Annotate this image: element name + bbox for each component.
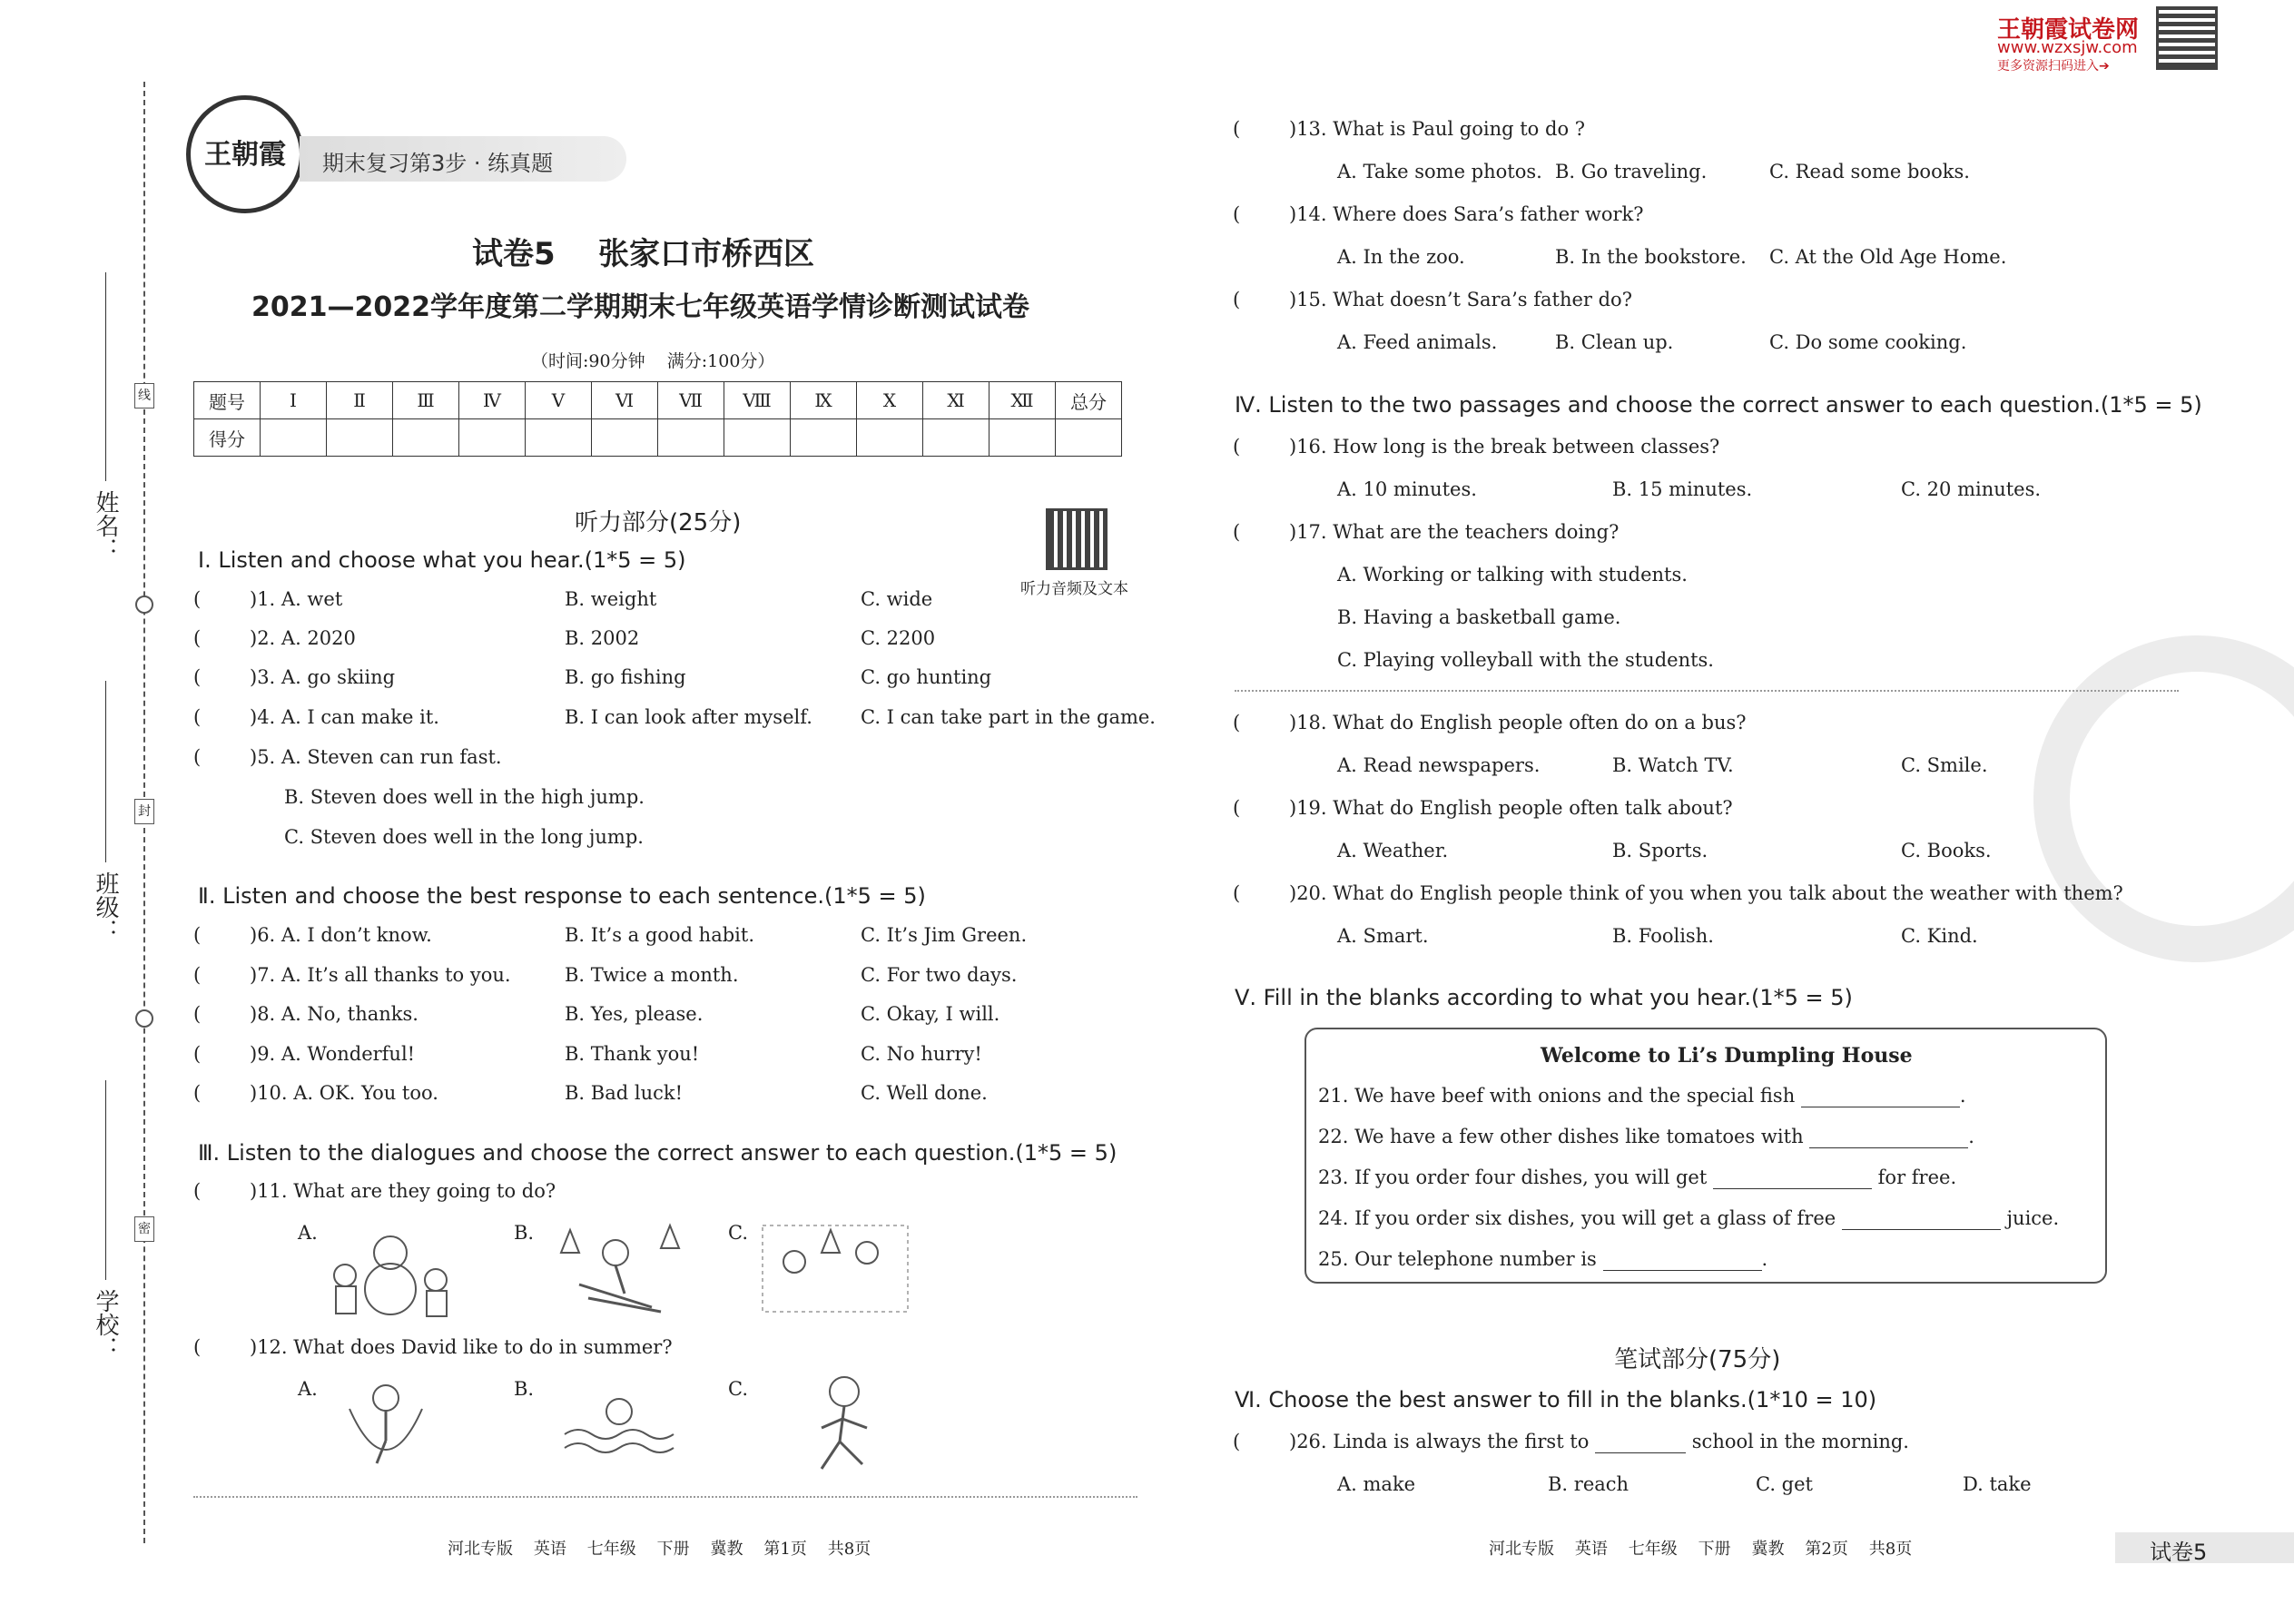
- score-input[interactable]: [791, 419, 857, 457]
- blank-21-input[interactable]: [1801, 1085, 1960, 1107]
- q15-b[interactable]: B. Clean up.: [1555, 331, 1674, 353]
- q15-c[interactable]: C. Do some cooking.: [1769, 331, 1967, 353]
- brand-tip: 更多资源扫码进入➔: [1997, 59, 2110, 74]
- score-cell: Ⅱ: [327, 382, 393, 419]
- q18-a[interactable]: A. Read newspapers.: [1337, 754, 1541, 776]
- score-table: [193, 381, 1122, 457]
- right-divider: [1235, 690, 2179, 692]
- jump-rope-picture: [336, 1373, 436, 1472]
- fill-box-title: Welcome to Li’s Dumpling House: [1541, 1044, 1913, 1068]
- blank-23: [1318, 1166, 1956, 1189]
- score-cell: Ⅷ: [724, 382, 791, 419]
- q7-a[interactable]: )7. A. It’s all thanks to you.: [250, 964, 511, 986]
- q20-c[interactable]: C. Kind.: [1901, 925, 1978, 947]
- q26-b[interactable]: B. reach: [1548, 1473, 1629, 1495]
- score-cell: Ⅵ: [592, 382, 658, 419]
- brand-qr-icon[interactable]: [2159, 9, 2215, 67]
- q12-pic-b-label[interactable]: B.: [514, 1378, 535, 1400]
- watermark-seal: [2033, 635, 2294, 962]
- q7-b[interactable]: B. Twice a month.: [565, 964, 739, 986]
- q6-c[interactable]: C. It’s Jim Green.: [861, 924, 1028, 946]
- snowball-picture: [758, 1216, 912, 1316]
- blank-25-input[interactable]: [1603, 1248, 1762, 1271]
- q13-b[interactable]: B. Go traveling.: [1555, 161, 1708, 182]
- q12-stem: )12. What does David like to do in summer?: [250, 1336, 673, 1358]
- q8-c[interactable]: C. Okay, I will.: [861, 1003, 1000, 1025]
- snowman-picture: [322, 1221, 458, 1321]
- blank-23-text: 23. If you order four dishes, you will get: [1318, 1166, 1708, 1188]
- q11-pic-a-label[interactable]: A.: [298, 1222, 318, 1244]
- q5-b[interactable]: B. Steven does well in the high jump.: [284, 786, 645, 808]
- paper-title: 试卷5 张家口市桥西区: [472, 236, 815, 272]
- section-6-title: Ⅵ. Choose the best answer to fill in the blanks.(1*10 = 10): [1235, 1387, 1877, 1412]
- score-cell: Ⅲ: [393, 382, 459, 419]
- q26-text-b: school in the morning.: [1691, 1431, 1909, 1452]
- score-input[interactable]: [592, 419, 658, 457]
- q8-a[interactable]: )8. A. No, thanks.: [250, 1003, 418, 1025]
- blank-24-input[interactable]: [1842, 1207, 2001, 1230]
- binding-mark-line: 线: [134, 383, 154, 408]
- q13-stem: )13. What is Paul going to do ?: [1289, 118, 1586, 140]
- q14-a[interactable]: A. In the zoo.: [1337, 246, 1465, 268]
- running-picture: [799, 1369, 890, 1478]
- written-title: 笔试部分(75分): [1614, 1346, 1781, 1373]
- q1-c[interactable]: C. wide: [861, 588, 933, 610]
- q3-c[interactable]: C. go hunting: [861, 666, 992, 688]
- binding-hole: [135, 1009, 153, 1028]
- section-4-title: Ⅳ. Listen to the two passages and choose the correct answer to each question.(1*5 = 5): [1235, 392, 2202, 418]
- qr-label: 听力音频及文本: [1020, 580, 1128, 598]
- score-cell: 得分: [194, 419, 261, 457]
- section-3-title: Ⅲ. Listen to the dialogues and choose the correct answer to each question.(1*5 = 5): [198, 1140, 1117, 1166]
- brand-logo: [186, 95, 304, 213]
- listening-title: 听力部分(25分): [575, 509, 742, 536]
- q20-a[interactable]: A. Smart.: [1337, 925, 1429, 947]
- score-cell: Ⅸ: [791, 382, 857, 419]
- binding-mark-secret: 密: [134, 1216, 154, 1242]
- q1-b[interactable]: B. weight: [565, 588, 657, 610]
- q6-b[interactable]: B. It’s a good habit.: [565, 924, 755, 946]
- q13-c[interactable]: C. Read some books.: [1769, 161, 1970, 182]
- q20-b[interactable]: B. Foolish.: [1612, 925, 1714, 947]
- school-blank: [105, 1080, 106, 1280]
- q4-c[interactable]: C. I can take part in the game.: [861, 706, 1156, 728]
- paper-subtitle: 2021—2022学年度第二学期期末七年级英语学情诊断测试试卷: [251, 291, 1029, 323]
- step-badge: [300, 136, 626, 182]
- q9-c[interactable]: C. No hurry!: [861, 1043, 982, 1065]
- binding-mark-seal: 封: [134, 799, 154, 824]
- q17-c[interactable]: C. Playing volleyball with the students.: [1337, 649, 1714, 671]
- score-input[interactable]: [261, 419, 327, 457]
- q14-b[interactable]: B. In the bookstore.: [1555, 246, 1747, 268]
- score-input[interactable]: [393, 419, 459, 457]
- blank-21-text: 21. We have beef with onions and the special fish: [1318, 1085, 1796, 1107]
- class-blank: [105, 681, 106, 862]
- q26-c[interactable]: C. get: [1756, 1473, 1813, 1495]
- score-cell: Ⅴ: [526, 382, 592, 419]
- q18-b[interactable]: B. Watch TV.: [1612, 754, 1734, 776]
- blank-22: 22. We have a few other dishes like tomatoes with .: [1318, 1126, 1974, 1147]
- q5-c[interactable]: C. Steven does well in the long jump.: [284, 826, 644, 848]
- blank-24: [1318, 1207, 2059, 1230]
- q12-pic-a-label[interactable]: A.: [298, 1378, 318, 1400]
- q20-stem: )20. What do English people think of you when you talk about the weather with them?: [1289, 882, 2123, 904]
- q2-b[interactable]: B. 2002: [565, 627, 640, 649]
- q26-a[interactable]: A. make: [1337, 1473, 1416, 1495]
- skiing-picture: [543, 1216, 688, 1316]
- q2-a[interactable]: )2. A. 2020: [250, 627, 356, 649]
- q13-a[interactable]: A. Take some photos.: [1337, 161, 1542, 182]
- score-input[interactable]: [923, 419, 989, 457]
- brand-name: 王朝霞试卷网: [1997, 16, 2140, 44]
- q11-pic-c-label[interactable]: C.: [728, 1222, 748, 1244]
- score-input[interactable]: [526, 419, 592, 457]
- section-2-title: Ⅱ. Listen and choose the best response to each sentence.(1*5 = 5): [198, 883, 926, 909]
- logo-text: 王朝霞: [204, 139, 286, 171]
- section-5-title: Ⅴ. Fill in the blanks according to what you hear.(1*5 = 5): [1235, 985, 1853, 1010]
- blank-25: 25. Our telephone number is .: [1318, 1248, 1768, 1270]
- q3-a[interactable]: )3. A. go skiing: [250, 666, 396, 688]
- blank-21: 21. We have beef with onions and the special fish .: [1318, 1085, 1966, 1107]
- score-cell: 总分: [1056, 382, 1122, 419]
- q26-text-a: )26. Linda is always the first to: [1289, 1431, 1590, 1452]
- score-cell: Ⅺ: [923, 382, 989, 419]
- q1-a[interactable]: )1. A. wet: [250, 588, 343, 610]
- qr-code-icon[interactable]: [1049, 511, 1105, 567]
- score-cell: Ⅰ: [261, 382, 327, 419]
- score-cell: 题号: [194, 382, 261, 419]
- q26-d[interactable]: D. take: [1963, 1473, 2032, 1495]
- q10-b[interactable]: B. Bad luck!: [565, 1082, 684, 1104]
- blank-24-suffix: juice.: [2006, 1207, 2060, 1229]
- q4-a[interactable]: )4. A. I can make it.: [250, 706, 439, 728]
- swimming-picture: [556, 1389, 683, 1462]
- score-row-values: [194, 419, 1122, 457]
- q16-b[interactable]: B. 15 minutes.: [1612, 478, 1753, 500]
- step-badge-text: 期末复习第3步 · 练真题: [322, 151, 554, 176]
- q15-stem: )15. What doesn’t Sara’s father do?: [1289, 289, 1632, 310]
- q19-c[interactable]: C. Books.: [1901, 840, 1992, 861]
- class-label: 班级：: [92, 871, 119, 942]
- blank-23-suffix: for free.: [1877, 1166, 1957, 1188]
- q17-a[interactable]: A. Working or talking with students.: [1337, 564, 1688, 586]
- blank-22-input[interactable]: [1809, 1126, 1968, 1148]
- q11-stem: )11. What are they going to do?: [250, 1180, 556, 1202]
- q16-c[interactable]: C. 20 minutes.: [1901, 478, 2042, 500]
- q17-b[interactable]: B. Having a basketball game.: [1337, 606, 1621, 628]
- q6-a[interactable]: )6. A. I don’t know.: [250, 924, 432, 946]
- footer-right: 河北专版 英语 七年级 下册 冀教 第2页 共8页: [1489, 1540, 1913, 1559]
- q17-stem: )17. What are the teachers doing?: [1289, 521, 1620, 543]
- score-input[interactable]: [857, 419, 923, 457]
- blank-22-text: 22. We have a few other dishes like tomatoes with: [1318, 1126, 1804, 1147]
- q19-b[interactable]: B. Sports.: [1612, 840, 1708, 861]
- q16-a[interactable]: A. 10 minutes.: [1337, 478, 1477, 500]
- q19-stem: )19. What do English people often talk about?: [1289, 797, 1733, 819]
- score-row-header: [194, 382, 1122, 419]
- score-cell: Ⅻ: [989, 382, 1056, 419]
- time-info: （时间:90分钟 满分:100分）: [531, 351, 775, 371]
- q2-c[interactable]: C. 2200: [861, 627, 936, 649]
- score-input[interactable]: [327, 419, 393, 457]
- name-label: 姓名：: [92, 490, 119, 561]
- section-1-title: Ⅰ. Listen and choose what you hear.(1*5 = 5): [198, 547, 686, 573]
- brand-url: www.wzxsjw.com: [1997, 38, 2138, 57]
- q10-a[interactable]: )10. A. OK. You too.: [250, 1082, 438, 1104]
- q5-a[interactable]: )5. A. Steven can run fast.: [250, 746, 502, 768]
- q4-b[interactable]: B. I can look after myself.: [565, 706, 812, 728]
- q18-c[interactable]: C. Smile.: [1901, 754, 1988, 776]
- q9-b[interactable]: B. Thank you!: [565, 1043, 700, 1065]
- q7-c[interactable]: C. For two days.: [861, 964, 1018, 986]
- q26-blank[interactable]: [1595, 1431, 1686, 1453]
- q19-a[interactable]: A. Weather.: [1337, 840, 1449, 861]
- q11-pic-b-label[interactable]: B.: [514, 1222, 535, 1244]
- footer-left: 河北专版 英语 七年级 下册 冀教 第1页 共8页: [448, 1540, 871, 1559]
- q15-a[interactable]: A. Feed animals.: [1337, 331, 1498, 353]
- score-cell: Ⅶ: [658, 382, 724, 419]
- q10-c[interactable]: C. Well done.: [861, 1082, 988, 1104]
- q14-c[interactable]: C. At the Old Age Home.: [1769, 246, 2007, 268]
- left-bottom-divider: [193, 1496, 1137, 1498]
- score-input[interactable]: [724, 419, 791, 457]
- q3-b[interactable]: B. go fishing: [565, 666, 686, 688]
- score-input[interactable]: [1056, 419, 1122, 457]
- q9-a[interactable]: )9. A. Wonderful!: [250, 1043, 416, 1065]
- footer-tag: 试卷5: [2150, 1540, 2208, 1565]
- blank-25-text: 25. Our telephone number is: [1318, 1248, 1597, 1270]
- blank-24-text: 24. If you order six dishes, you will get a glass of free: [1318, 1207, 1836, 1229]
- score-cell: Ⅳ: [459, 382, 526, 419]
- q26-stem: [1289, 1431, 1909, 1453]
- binding-hole: [135, 595, 153, 614]
- q18-stem: )18. What do English people often do on a bus?: [1289, 712, 1747, 733]
- score-input[interactable]: [989, 419, 1056, 457]
- score-cell: Ⅹ: [857, 382, 923, 419]
- q16-stem: )16. How long is the break between classes?: [1289, 436, 1720, 458]
- school-label: 学校：: [92, 1289, 119, 1360]
- q12-pic-c-label[interactable]: C.: [728, 1378, 748, 1400]
- q14-stem: )14. Where does Sara’s father work?: [1289, 203, 1644, 225]
- score-input[interactable]: [459, 419, 526, 457]
- score-input[interactable]: [658, 419, 724, 457]
- blank-23-input[interactable]: [1713, 1166, 1872, 1189]
- name-blank: [105, 272, 106, 481]
- q8-b[interactable]: B. Yes, please.: [565, 1003, 704, 1025]
